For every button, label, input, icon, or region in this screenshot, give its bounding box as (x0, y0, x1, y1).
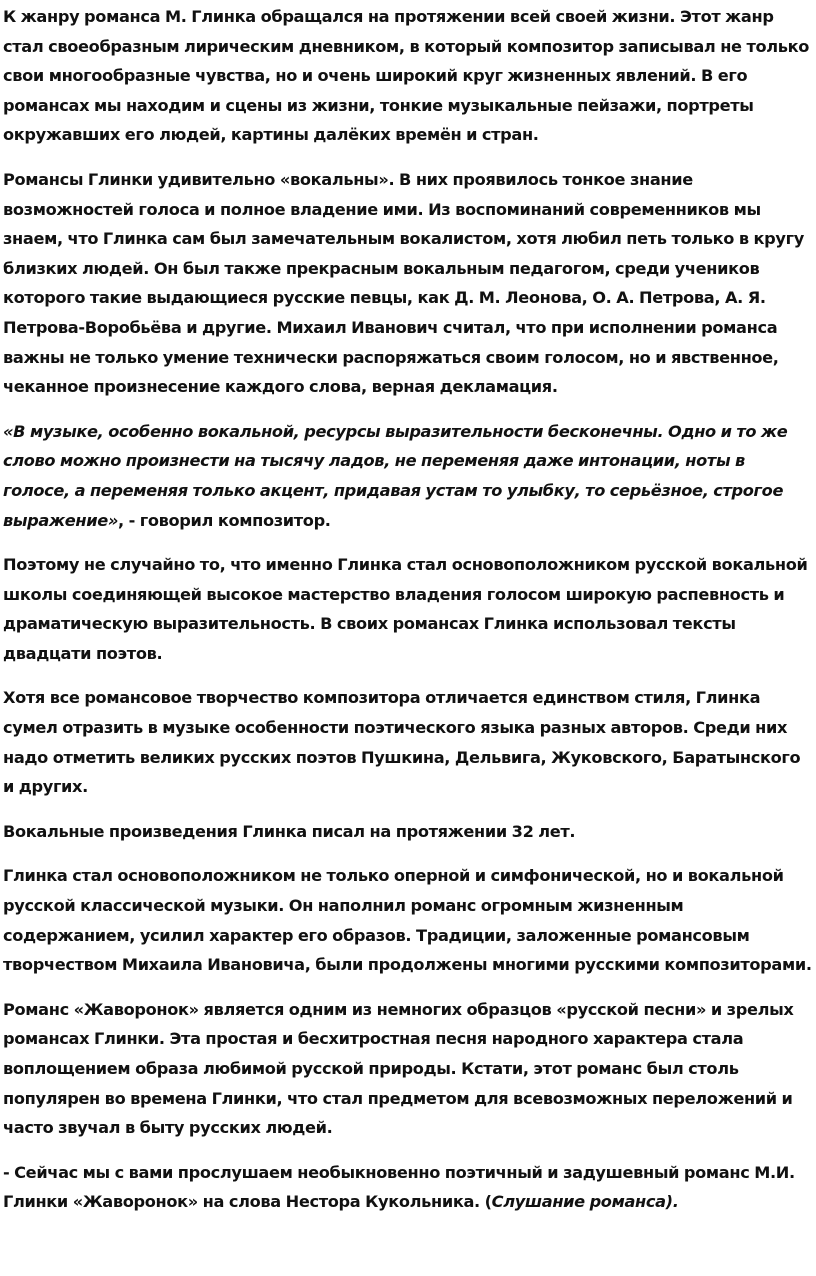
listening-note: Слушание романса). (491, 1192, 679, 1212)
paragraph-composer-quote (3, 417, 812, 535)
paragraph-lark-romance: Романс «Жаворонок» является одним из немногих образцов «русской песни» и зрелых романсах Глинки. Эта простая и бесхитростная песня народного характера стала воплощением образа любимой русской природы. Кстати, этот романс был столь популярен во времена Глинки, что стал предметом для всевозможных переложений и часто звучал в быту русских людей. (3, 999, 794, 1138)
paragraph-vocal-school: Поэтому не случайно то, что именно Глинка стал основоположником русской вокальной школы соединяющей высокое мастерство владения голосом широкую распевность и драматическую выразительность. В своих романсах Глинка использовал тексты двадцати поэтов. (3, 555, 808, 663)
listening-text: - Сейчас мы с вами прослушаем необыкновенно поэтичный и задушевный романс М.И. Глинки «Жаворонок» на слова Нестора Кукольника. ( (3, 1162, 795, 1212)
paragraph-vocal-romances: Романсы Глинки удивительно «вокальны». В них проявилось тонкое знание возможностей голоса и полное владение ими. Из воспоминаний современников мы знаем, что Глинка сам был замечательным вокалистом, хотя любил петь только в кругу близких людей. Он был также прекрасным вокальным педагогом, среди учеников которого такие выдающиеся русские певцы, как Д. М. Леонова, О. А. Петрова, А. Я. Петрова-Воробьёва и другие. Михаил Иванович считал, что при исполнении романса важны не только умение технически распоряжаться своим голосом, но и явственное, чеканное произнесение каждого слова, верная декламация. (3, 169, 804, 397)
quote-attribution: , - говорил композитор. (118, 510, 331, 530)
paragraph-founder: Глинка стал основоположником не только оперной и симфонической, но и вокальной русской классической музыки. Он наполнил романс огромным жизненным содержанием, усилил характер его образов. Традиции, заложенные романсовым творчеством Михаила Ивановича, были продолжены многими русскими композиторами. (3, 866, 812, 975)
paragraph-poets: Хотя все романсовое творчество композитора отличается единством стиля, Глинка сумел отразить в музыке особенности поэтического языка разных авторов. Среди них надо отметить великих русских поэтов Пушкина, Дельвига, Жуковского, Баратынского и других. (3, 688, 801, 797)
paragraph-listening (3, 1158, 812, 1217)
paragraph-genre-romance: К жанру романса М. Глинка обращался на протяжении всей своей жизни. Этот жанр стал своеобразным лирическим дневником, в который композитор записывал не только свои многообразные чувства, но и очень широкий круг жизненных явлений. В его романсах мы находим и сцены из жизни, тонкие музыкальные пейзажи, портреты окружавших его людей, картины далёких времён и стран. (3, 7, 810, 145)
paragraph-32-years: Вокальные произведения Глинка писал на протяжении 32 лет. (3, 821, 576, 841)
quote-text: «В музыке, особенно вокальной, ресурсы выразительности бесконечны. Одно и то же слово можно произнести на тысячу ладов, не переменяя даже интонации, ноты в голосе, а переменяя только акцент, придавая устам то улыбку, то серьёзное, строгое выражение» (3, 421, 788, 530)
